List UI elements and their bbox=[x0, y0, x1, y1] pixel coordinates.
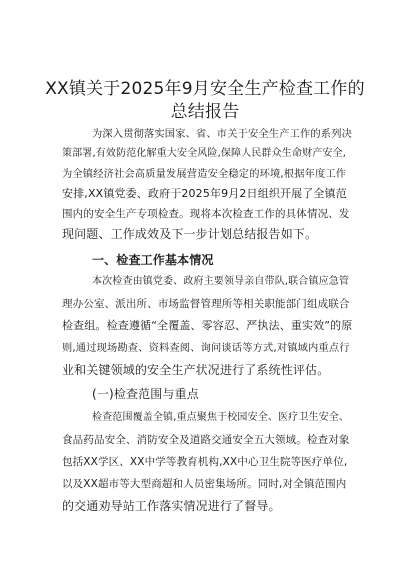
paragraph-1-line-2: 策部署,有效防范化解重大安全风险,保障人民群众生命财产安全, bbox=[62, 148, 347, 159]
paragraph-2-line-1: 本次检查由镇党委、政府主要领导亲自带队,联合镇应急管 bbox=[92, 276, 350, 287]
paragraph-2-line-2: 理办公室、派出所、市场监督管理所等相关职能部门组成联合 bbox=[62, 298, 350, 310]
document-title-line-1: XX镇关于2025年9月安全生产检查工作的 bbox=[45, 79, 365, 99]
paragraph-2-line-4: 则,通过现场勘查、资料查阅、询问谈话等方式,对镇域内重点行 bbox=[62, 342, 350, 354]
paragraph-3-line-4: 以及XX超市等大型商超和人员密集场所。同时,对全镇范围内 bbox=[62, 478, 347, 490]
paragraph-3-line-1: 检查范围覆盖全镇,重点聚焦于校园安全、医疗卫生安全、 bbox=[92, 412, 350, 423]
document-title-line-2: 总结报告 bbox=[170, 102, 240, 122]
paragraph-2-line-3: 检查组。检查遵循“全覆盖、零容忍、严执法、重实效”的原 bbox=[62, 319, 353, 332]
paragraph-1-line-6: 现问题、工作成效及下一步计划总结报告如下。 bbox=[62, 227, 318, 241]
subsection-1-heading: (一)检查范围与重点 bbox=[92, 387, 199, 401]
paragraph-1-line-4: 安排,XX镇党委、政府于2025年9月2日组织开展了全镇范 bbox=[62, 187, 347, 200]
paragraph-3-line-5: 的交通劝导站工作落实情况进行了督导。 bbox=[62, 499, 281, 513]
paragraph-1-line-1: 为深入贯彻落实国家、省、市关于安全生产工作的系列决 bbox=[92, 128, 353, 140]
section-1-heading: 一、检查工作基本情况 bbox=[92, 253, 214, 267]
paragraph-3-line-3: 包括XX学区、XX中学等教育机构,XX中心卫生院等医疗单位, bbox=[62, 456, 348, 468]
paragraph-3-line-2: 食品药品安全、消防安全及道路交通安全五大领域。检查对象 bbox=[62, 434, 350, 446]
paragraph-2-line-5: 业和关键领域的安全生产状况进行了系统性评估。 bbox=[62, 363, 330, 377]
paragraph-1-line-3: 为全镇经济社会高质量发展营造安全稳定的环境,根据年度工作 bbox=[62, 168, 347, 180]
paragraph-1-line-5: 围内的安全生产专项检查。现将本次检查工作的具体情况、发 bbox=[62, 208, 350, 220]
